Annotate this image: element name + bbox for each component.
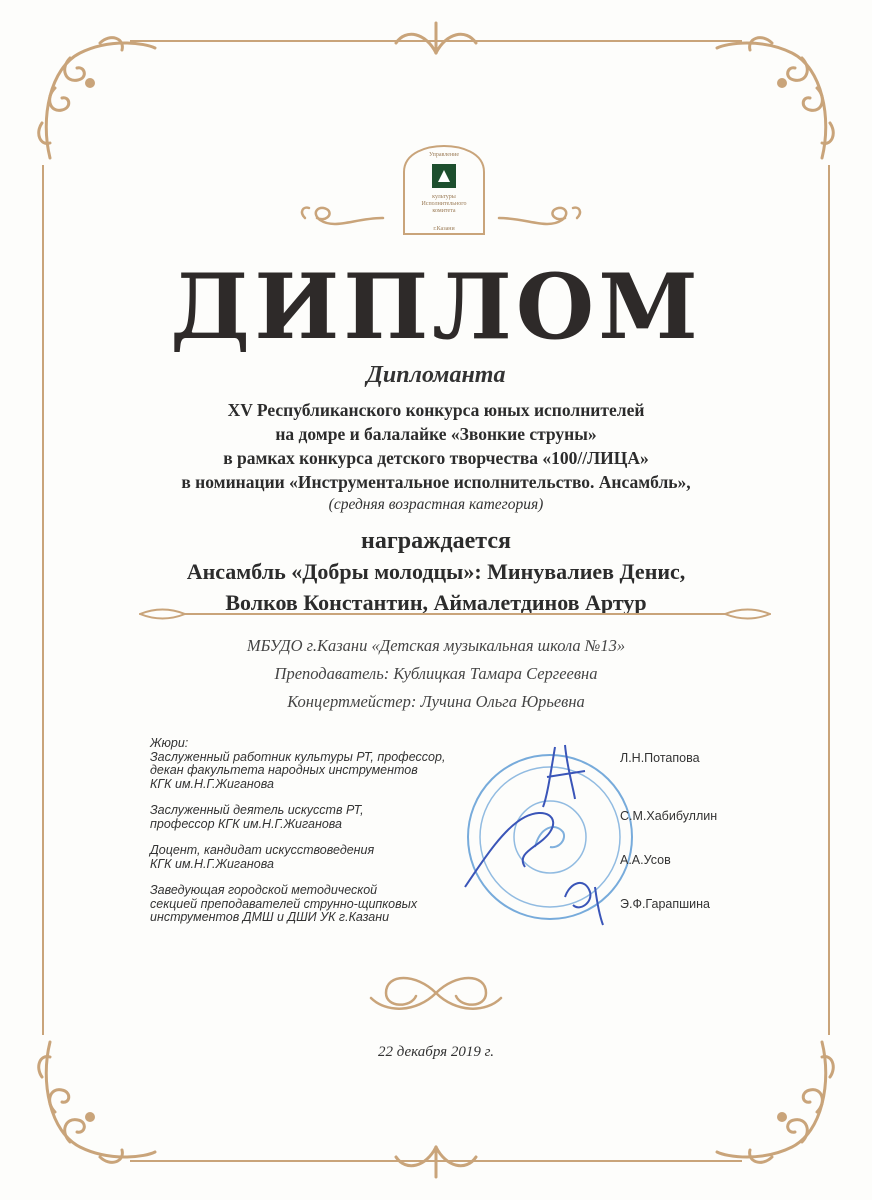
- recipients-underline-flourish: [135, 604, 775, 624]
- jury-title-line: Доцент, кандидат искусствоведения: [150, 843, 375, 857]
- department-emblem: [398, 142, 490, 242]
- awarded-label: награждается: [361, 528, 511, 554]
- jury-title-line: Заслуженный деятель искусств РТ,: [150, 803, 364, 817]
- top-center-ornament: [386, 18, 486, 58]
- issue-date: 22 декабря 2019 г.: [377, 1044, 495, 1060]
- jury-name-4: Э.Ф.Гарапшина: [620, 897, 710, 911]
- school-name: МБУДО г.Казани «Детская музыкальная школа №13»: [246, 636, 626, 655]
- recipient-line: Ансамбль «Добры молодцы»: Минувалиев Денис,: [186, 559, 686, 584]
- contest-line: в номинации «Инструментальное исполнительство. Ансамбль»,: [181, 472, 691, 492]
- contest-line: XV Республиканского конкурса юных исполнителей: [227, 400, 645, 420]
- emblem-flourish-left: [295, 200, 385, 235]
- teacher-line: Преподаватель: Кублицкая Тамара Сергеевна: [274, 664, 598, 683]
- bottom-center-ornament: [386, 1142, 486, 1182]
- jury-title-line: Заведующая городской методической: [150, 883, 378, 897]
- recipient-line: Волков Константин, Аймалетдинов Артур: [225, 590, 647, 615]
- jury-member-2: [150, 804, 510, 831]
- corner-ornament-top-right: [712, 28, 842, 168]
- emblem-flourish-right: [497, 200, 587, 235]
- accompanist-line: Концертмейстер: Лучина Ольга Юрьевна: [287, 692, 585, 711]
- emblem-line-1: культуры: [432, 194, 456, 200]
- jury-name-3: А.А.Усов: [620, 853, 671, 867]
- jury-title-line: инструментов ДМШ и ДШИ УК г.Казани: [150, 910, 390, 924]
- emblem-top-text: Управление: [428, 152, 460, 158]
- jury-title-line: КГК им.Н.Г.Жиганова: [150, 856, 274, 871]
- corner-ornament-top-left: [30, 28, 160, 168]
- jury-section: [150, 737, 510, 925]
- jury-name-1: Л.Н.Потапова: [620, 751, 700, 765]
- jury-title-line: секцией преподавателей струнно-щипковых: [150, 896, 418, 911]
- emblem-line-2: Исполнительного: [421, 201, 467, 207]
- contest-line: на домре и балалайке «Звонкие струны»: [275, 424, 597, 444]
- diploma-title: ДИПЛОМ: [170, 254, 702, 360]
- jury-title-line: КГК им.Н.Г.Жиганова: [150, 776, 274, 791]
- bottom-flourish: [356, 968, 516, 1018]
- jury-title-line: декан факультета народных инструментов: [150, 763, 418, 777]
- jury-label: Жюри:: [150, 736, 189, 750]
- jury-member-1: [150, 751, 510, 792]
- emblem-line-3: комитета: [432, 208, 456, 214]
- emblem-bottom-text: г.Казани: [433, 226, 455, 232]
- age-category: (средняя возрастная категория): [328, 496, 544, 513]
- jury-member-3: [150, 844, 510, 871]
- jury-title-line: Заслуженный работник культуры РТ, профессор,: [150, 749, 446, 764]
- school-info: [0, 632, 872, 716]
- jury-member-4: [150, 884, 510, 925]
- diploma-subtitle: Дипломанта: [366, 362, 506, 388]
- contest-description: [0, 398, 872, 494]
- contest-line: в рамках конкурса детского творчества «100//ЛИЦА»: [223, 448, 649, 468]
- jury-name-2: С.М.Хабибуллин: [620, 809, 718, 823]
- jury-title-line: профессор КГК им.Н.Г.Жиганова: [150, 816, 342, 831]
